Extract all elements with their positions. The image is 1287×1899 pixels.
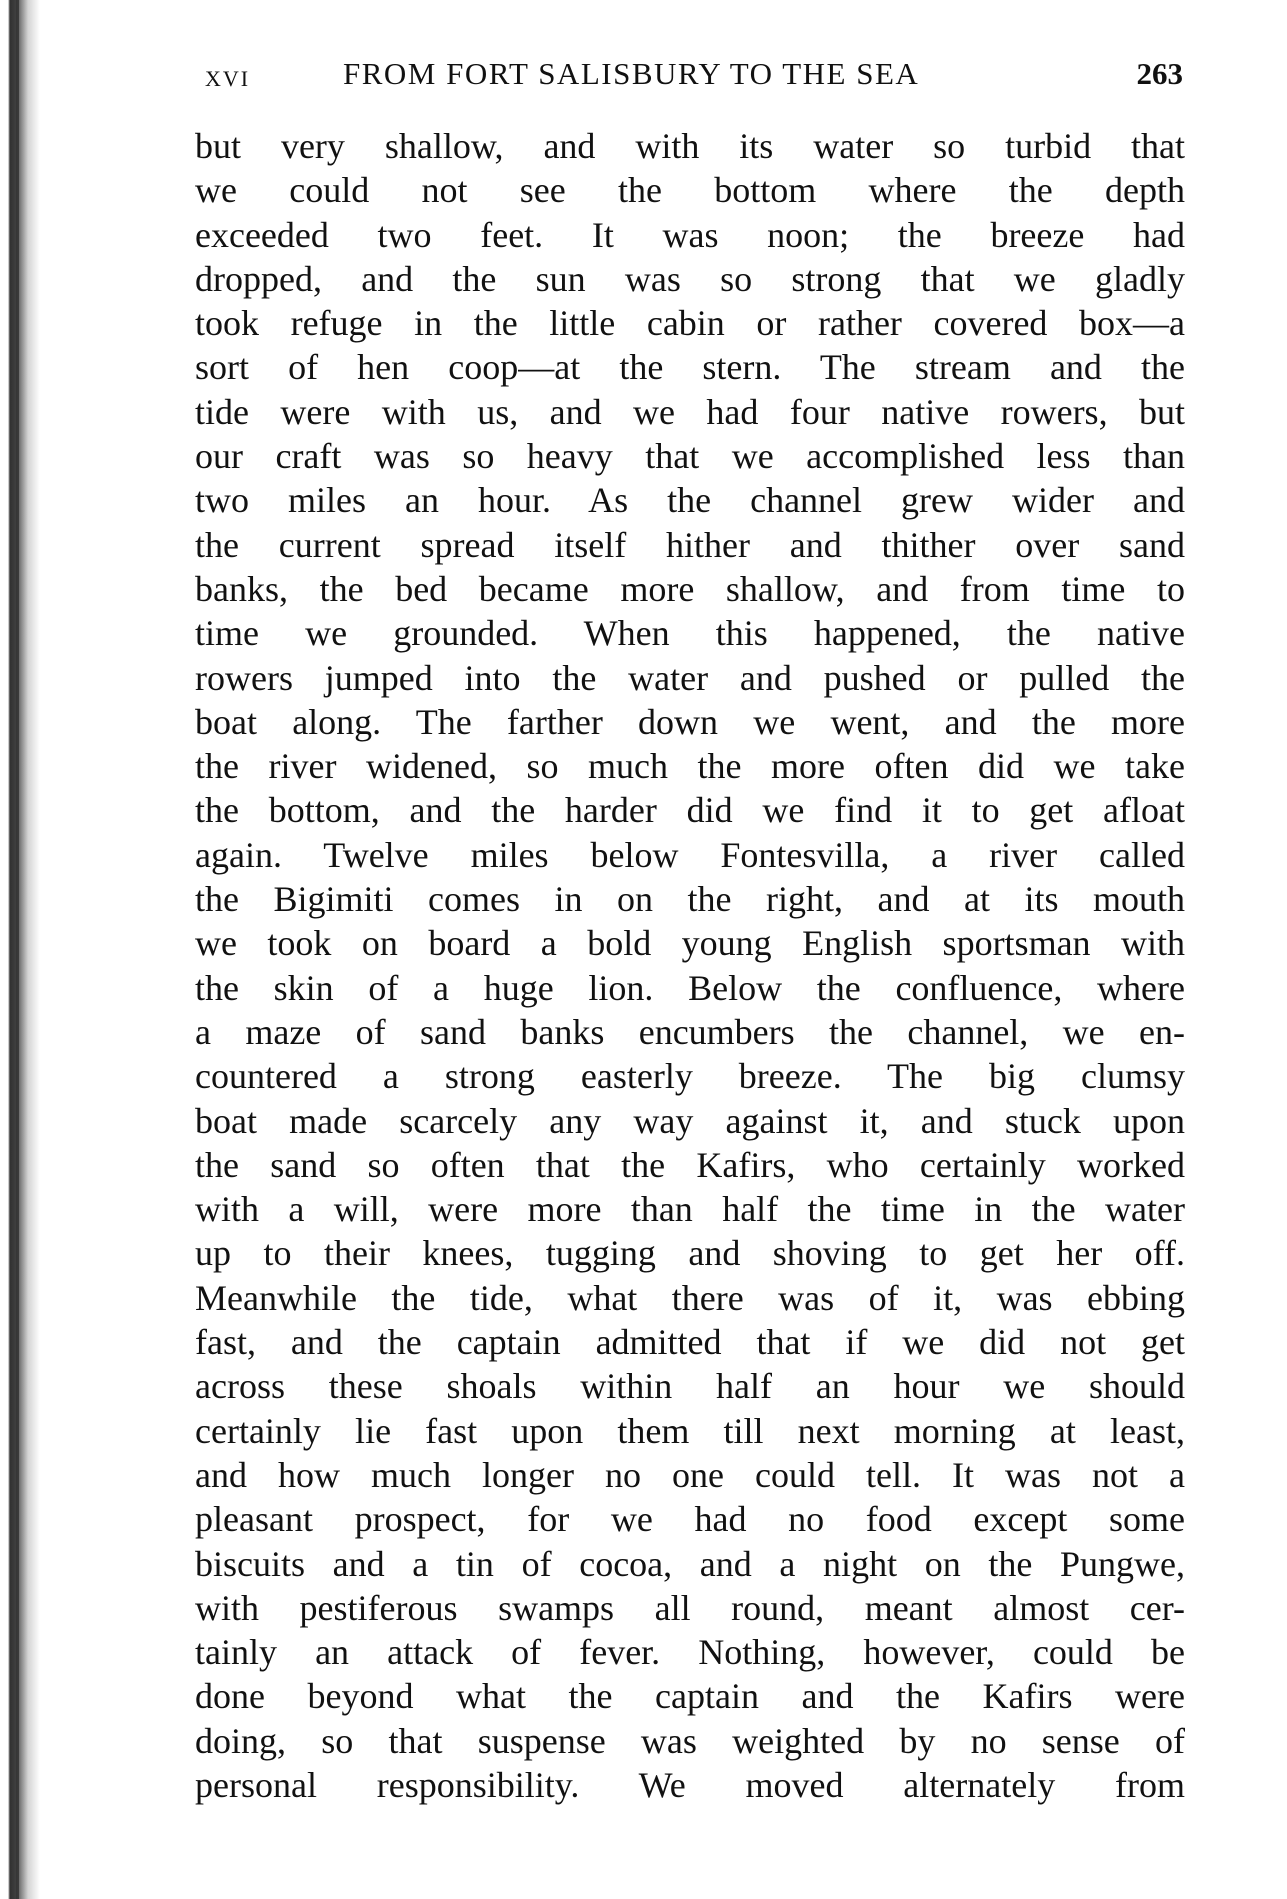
text-line: banks, the bed became more shallow, and from time to	[195, 568, 1185, 609]
binding-shadow-streak	[16, 0, 19, 1899]
text-line: across these shoals within half an hour we should	[195, 1366, 1185, 1407]
book-page	[195, 52, 1195, 1807]
text-line: Meanwhile the tide, what there was of it, was ebbing	[195, 1277, 1185, 1318]
text-line: the Bigimiti comes in on the right, and at its mouth	[195, 879, 1185, 920]
chapter-number: xvi	[205, 58, 251, 93]
running-head	[195, 52, 1195, 96]
text-line: fast, and the captain admitted that if we did not get	[195, 1322, 1185, 1363]
page-number: 263	[1136, 56, 1183, 91]
running-title: FROM FORT SALISBURY TO THE SEA	[343, 56, 920, 91]
text-line: a maze of sand banks encumbers the channel, we en-	[195, 1011, 1185, 1052]
body-text	[195, 124, 1185, 1807]
page-binding-edge	[0, 0, 40, 1899]
text-line: we could not see the bottom where the depth	[195, 170, 1185, 211]
text-line: with a will, were more than half the time in the water	[195, 1189, 1185, 1230]
text-line: rowers jumped into the water and pushed or pulled the	[195, 657, 1185, 698]
text-line: time we grounded. When this happened, the native	[195, 613, 1185, 654]
text-line: the river widened, so much the more often did we take	[195, 746, 1185, 787]
text-line: the bottom, and the harder did we find it to get afloat	[195, 790, 1185, 831]
text-line: and how much longer no one could tell. It was not a	[195, 1454, 1185, 1495]
text-line: up to their knees, tugging and shoving to get her off.	[195, 1233, 1185, 1274]
text-line: the skin of a huge lion. Below the confluence, where	[195, 967, 1185, 1008]
text-line: boat made scarcely any way against it, and stuck upon	[195, 1100, 1185, 1141]
text-line: took refuge in the little cabin or rather covered box—a	[195, 303, 1185, 344]
text-line: but very shallow, and with its water so turbid that	[195, 126, 1185, 166]
text-line: pleasant prospect, for we had no food except some	[195, 1499, 1185, 1540]
text-line: with pestiferous swamps all round, meant almost cer-	[195, 1587, 1185, 1628]
text-line: dropped, and the sun was so strong that we gladly	[195, 258, 1185, 299]
text-line: biscuits and a tin of cocoa, and a night on the Pungwe,	[195, 1543, 1185, 1584]
text-line: two miles an hour. As the channel grew wider and	[195, 480, 1185, 521]
text-line: the current spread itself hither and thither over sand	[195, 524, 1185, 565]
text-line: exceeded two feet. It was noon; the breeze had	[195, 214, 1185, 255]
text-line: done beyond what the captain and the Kafirs were	[195, 1676, 1185, 1717]
text-line: doing, so that suspense was weighted by no sense of	[195, 1720, 1185, 1761]
text-line: countered a strong easterly breeze. The big clumsy	[195, 1056, 1185, 1097]
text-line: tainly an attack of fever. Nothing, however, could be	[195, 1632, 1185, 1673]
text-line: our craft was so heavy that we accomplished less than	[195, 436, 1185, 477]
text-line: sort of hen coop—at the stern. The stream and the	[195, 347, 1185, 388]
text-line: certainly lie fast upon them till next morning at least,	[195, 1410, 1185, 1451]
text-line: tide were with us, and we had four native rowers, but	[195, 391, 1185, 432]
text-line: we took on board a bold young English sportsman with	[195, 923, 1185, 964]
text-line: personal responsibility. We moved alternately from	[195, 1764, 1185, 1805]
text-line: boat along. The farther down we went, and the more	[195, 701, 1185, 742]
text-line: the sand so often that the Kafirs, who certainly worked	[195, 1144, 1185, 1185]
text-line: again. Twelve miles below Fontesvilla, a river called	[195, 834, 1185, 875]
